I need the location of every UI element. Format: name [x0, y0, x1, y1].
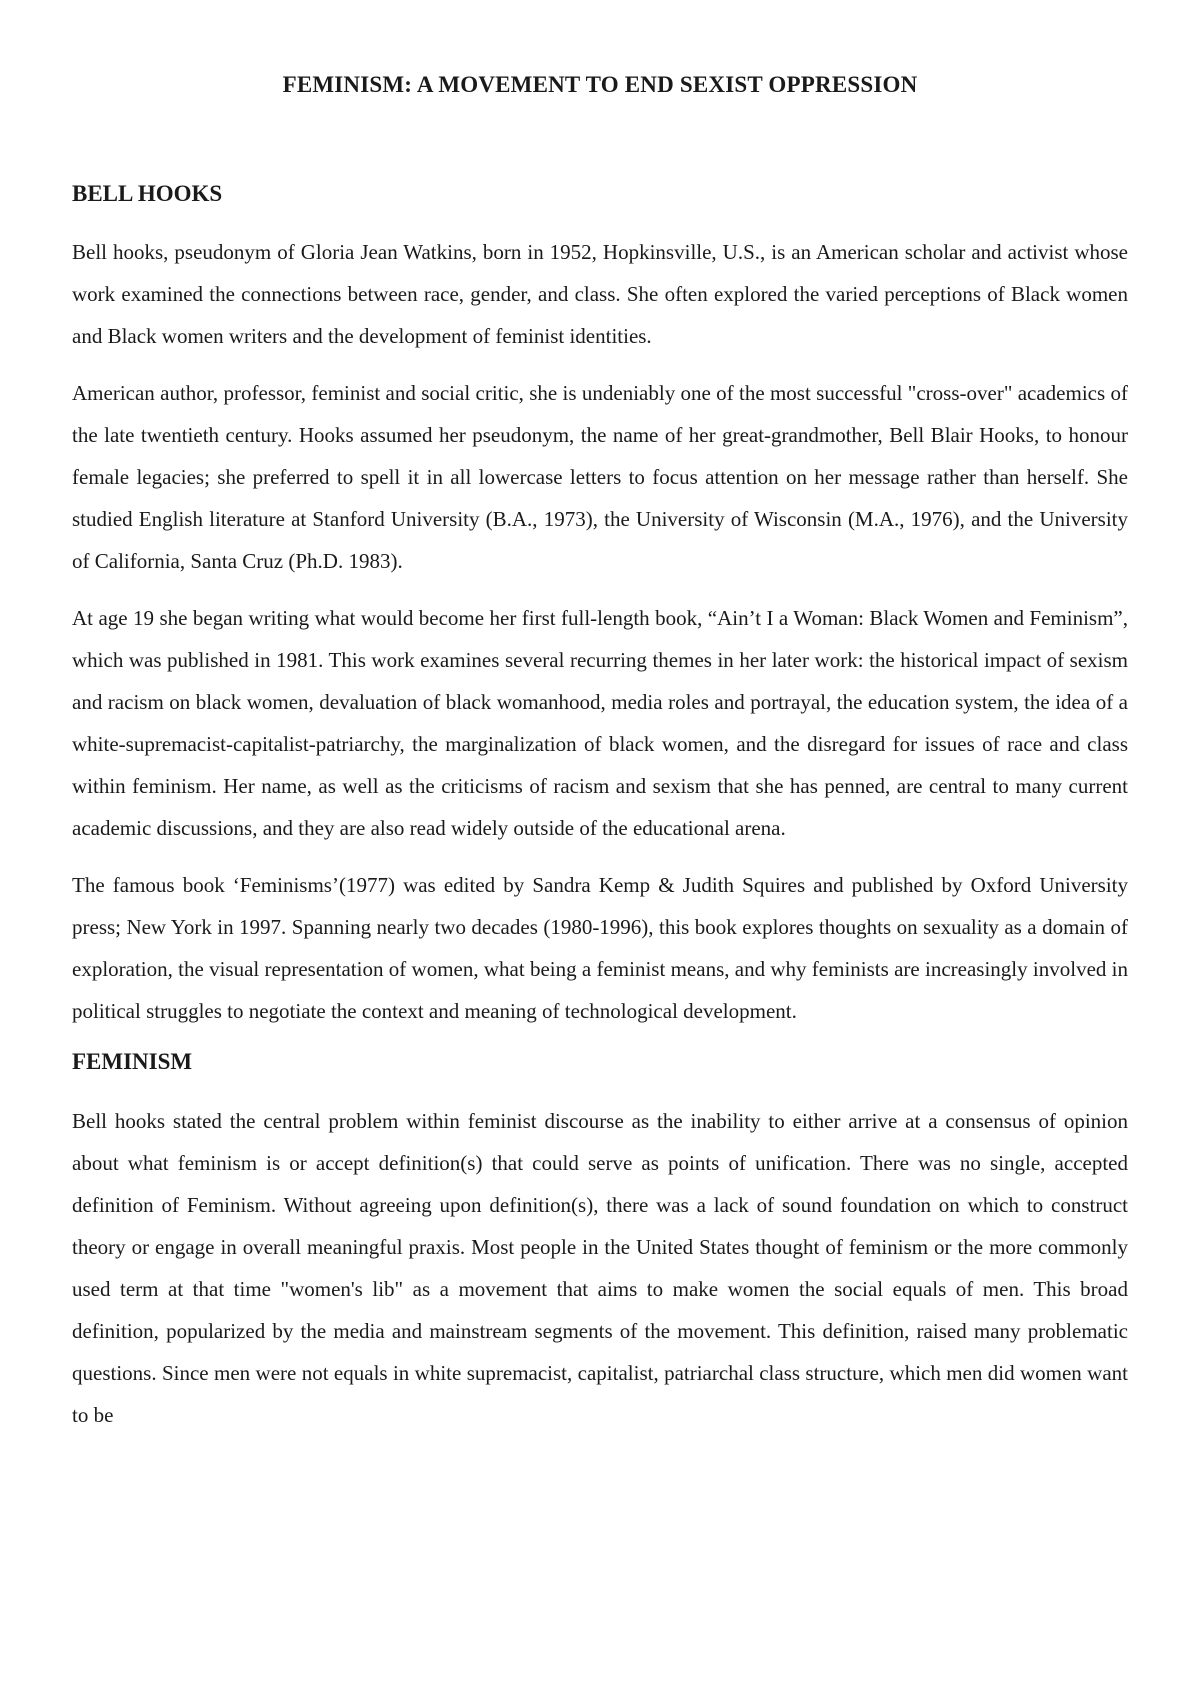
paragraph: At age 19 she began writing what would become her first full-length book, “Ain’t I a Woman: Black Women and Feminism”, which was published in 1981. This work examines several recurring themes in her later work: the historical impact of sexism and racism on black women, devaluation of black womanhood, media roles and portrayal, the education system, the idea of a white-supremacist-capitalist-patriarchy, the marginalization of black women, and the disregard for issues of race and class within feminism. Her name, as well as the criticisms of racism and sexism that she has penned, are central to many current academic discussions, and they are also read widely outside of the educational arena.: [72, 606, 1128, 840]
document-title: FEMINISM: A MOVEMENT TO END SEXIST OPPRESSION: [282, 72, 918, 97]
paragraph: Bell hooks, pseudonym of Gloria Jean Watkins, born in 1952, Hopkinsville, U.S., is an American scholar and activist whose work examined the connections between race, gender, and class. She often explored the varied perceptions of Black women and Black women writers and the development of feminist identities.: [72, 240, 1128, 348]
section-heading-bell-hooks: BELL HOOKS: [72, 181, 223, 206]
paragraph: American author, professor, feminist and social critic, she is undeniably one of the most successful "cross-over" academics of the late twentieth century. Hooks assumed her pseudonym, the name of her great-grandmother, Bell Blair Hooks, to honour female legacies; she preferred to spell it in all lowercase letters to focus attention on her message rather than herself. She studied English literature at Stanford University (B.A., 1973), the University of Wisconsin (M.A., 1976), and the University of California, Santa Cruz (Ph.D. 1983).: [72, 381, 1128, 573]
paragraph: Bell hooks stated the central problem within feminist discourse as the inability to either arrive at a consensus of opinion about what feminism is or accept definition(s) that could serve as points of unification. There was no single, accepted definition of Feminism. Without agreeing upon definition(s), there was a lack of sound foundation on which to construct theory or engage in overall meaningful praxis. Most people in the United States thought of feminism or the more commonly used term at that time "women's lib" as a movement that aims to make women the social equals of men. This broad definition, popularized by the media and mainstream segments of the movement. This definition, raised many problematic questions. Since men were not equals in white supremacist, capitalist, patriarchal class structure, which men did women want to be: [72, 1109, 1128, 1427]
section-feminism: [72, 1049, 1128, 1436]
section-heading-feminism: FEMINISM: [72, 1049, 193, 1074]
paragraph: The famous book ‘Feminisms’(1977) was edited by Sandra Kemp & Judith Squires and published by Oxford University press; New York in 1997. Spanning nearly two decades (1980-1996), this book explores thoughts on sexuality as a domain of exploration, the visual representation of women, what being a feminist means, and why feminists are increasingly involved in political struggles to negotiate the context and meaning of technological development.: [72, 873, 1128, 1023]
section-bell-hooks: [72, 181, 1128, 1032]
